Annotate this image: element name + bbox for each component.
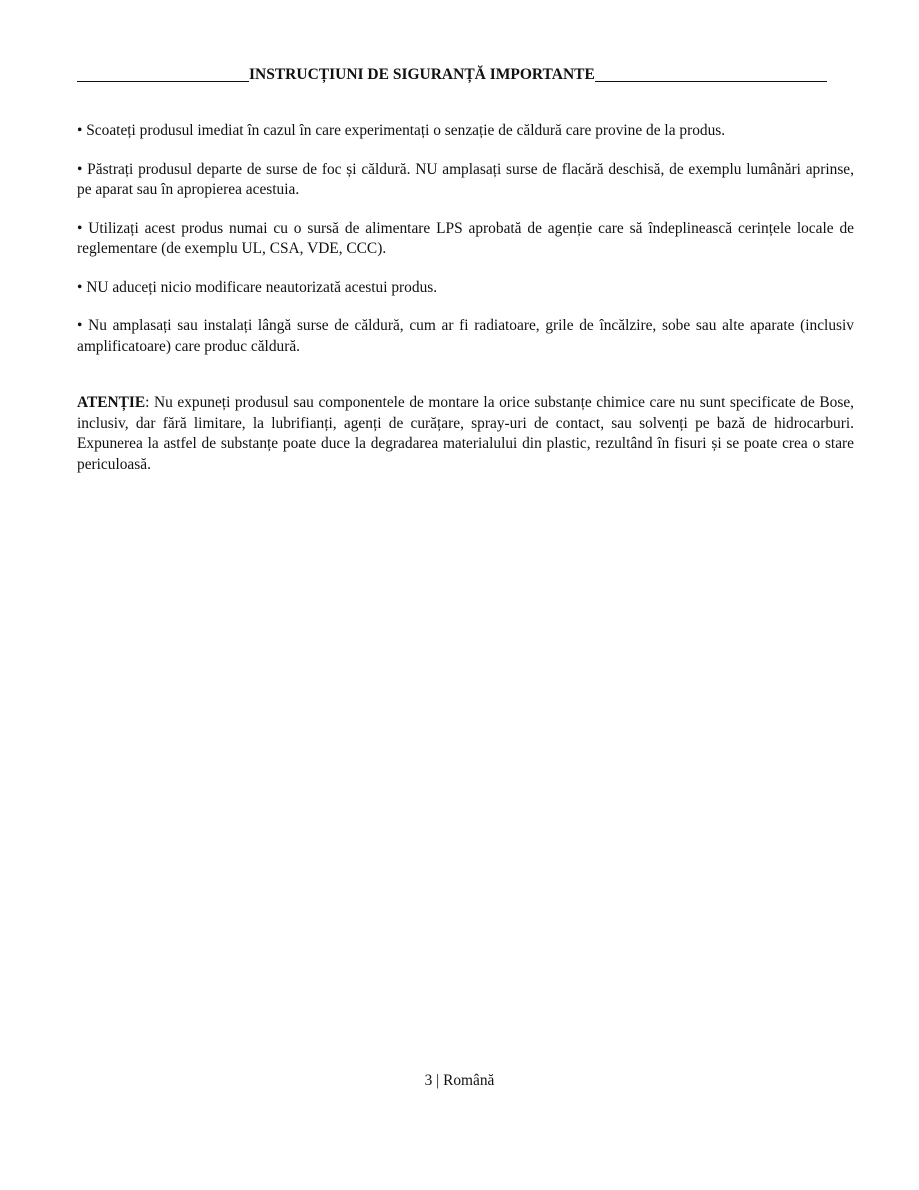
bullet-icon: • (77, 317, 83, 334)
bullet-icon: • (77, 122, 83, 139)
bullet-item (77, 316, 854, 357)
bullet-text: Păstrați produsul departe de surse de foc și căldură. NU amplasați surse de flacără deschisă, de exemplu lumânări aprinse, pe aparat sau în apropierea acestuia. (77, 160, 854, 198)
bullet-text: Utilizați acest produs numai cu o sursă de alimentare LPS aprobată de agenție care să îndeplinească cerințele locale de reglementare (de exemplu UL, CSA, VDE, CCC). (77, 219, 854, 257)
bullet-item (77, 160, 854, 201)
bullet-text: Scoateți produsul imediat în cazul în care experimentați o senzație de căldură care provine de la produs. (86, 122, 726, 139)
bullet-icon: • (77, 219, 83, 237)
bullet-text: Nu amplasați sau instalați lângă surse de căldură, cum ar fi radiatoare, grile de încălzire, sobe sau alte aparate (inclusiv amplificatoare) care produc căldură. (77, 317, 854, 355)
page-footer (0, 1072, 919, 1090)
document-body (77, 121, 854, 493)
warning-text: : Nu expuneți produsul sau componentele de montare la orice substanțe chimice care nu sunt specificate de Bose, inclusiv, dar fără limitare, la lubrifianți, agenți de curățare, spray-uri de contact, sau solvenți pe bază de hidrocarburi. Expunerea la astfel de substanțe poate duce la degradarea materialului din plastic, rezultând în fisuri și se poate crea o stare periculoasă. (77, 394, 854, 473)
heading-rule-left (77, 81, 249, 82)
heading-rule-right (595, 81, 827, 82)
bullet-text: NU aduceți nicio modificare neautorizată acestui produs. (86, 278, 438, 296)
bullet-icon: • (77, 278, 83, 296)
bullet-item (77, 219, 854, 260)
heading-title: INSTRUCȚIUNI DE SIGURANȚĂ IMPORTANTE (249, 66, 595, 83)
bullet-icon: • (77, 160, 83, 178)
bullet-item (77, 278, 854, 299)
warning-label: ATENȚIE (77, 394, 146, 411)
section-heading (77, 64, 827, 84)
warning-paragraph (77, 393, 854, 475)
page-number-label: 3 | Română (424, 1072, 495, 1089)
bullet-item (77, 121, 854, 142)
